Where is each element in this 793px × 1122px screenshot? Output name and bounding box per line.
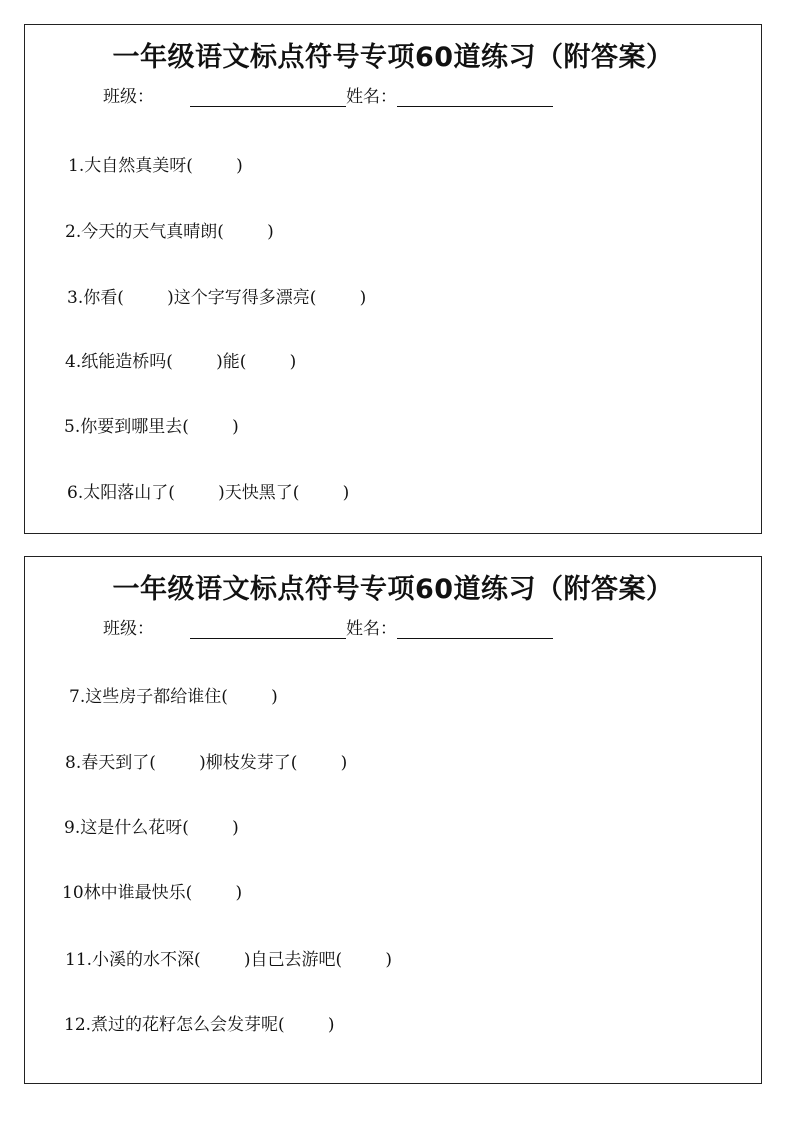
- worksheet-card-2: [24, 556, 762, 1084]
- worksheet-title: 一年级语文标点符号专项60道练习（附答案）: [112, 574, 674, 605]
- question-2: 2.今天的天气真晴朗( ): [65, 222, 274, 242]
- question-4: 4.纸能造桥吗( )能( ): [65, 352, 297, 372]
- class-label: 班级：: [103, 619, 154, 639]
- student-info-row: [103, 82, 553, 107]
- class-blank-line: [190, 620, 346, 639]
- question-6: 6.太阳落山了( )天快黑了( ): [67, 483, 350, 503]
- worksheet-card-1: [24, 24, 762, 534]
- class-label: 班级：: [103, 87, 154, 107]
- name-blank-line: [397, 620, 553, 639]
- class-blank-line: [190, 88, 346, 107]
- question-7: 7.这些房子都给谁住( ): [69, 687, 278, 707]
- worksheet-title: 一年级语文标点符号专项60道练习（附答案）: [112, 42, 674, 73]
- question-11: 11.小溪的水不深( )自己去游吧( ): [65, 950, 393, 970]
- question-12: 12.煮过的花籽怎么会发芽呢( ): [64, 1015, 335, 1035]
- name-blank-line: [397, 88, 553, 107]
- question-3: 3.你看( )这个字写得多漂亮( ): [67, 288, 367, 308]
- question-5: 5.你要到哪里去( ): [64, 417, 239, 437]
- question-10: 10林中谁最快乐( ): [62, 883, 243, 903]
- question-8: 8.春天到了( )柳枝发芽了( ): [65, 753, 348, 773]
- name-label: 姓名：: [346, 87, 397, 107]
- name-label: 姓名：: [346, 619, 397, 639]
- question-1: 1.大自然真美呀( ): [68, 156, 243, 176]
- student-info-row: [103, 614, 553, 639]
- question-9: 9.这是什么花呀( ): [64, 818, 239, 838]
